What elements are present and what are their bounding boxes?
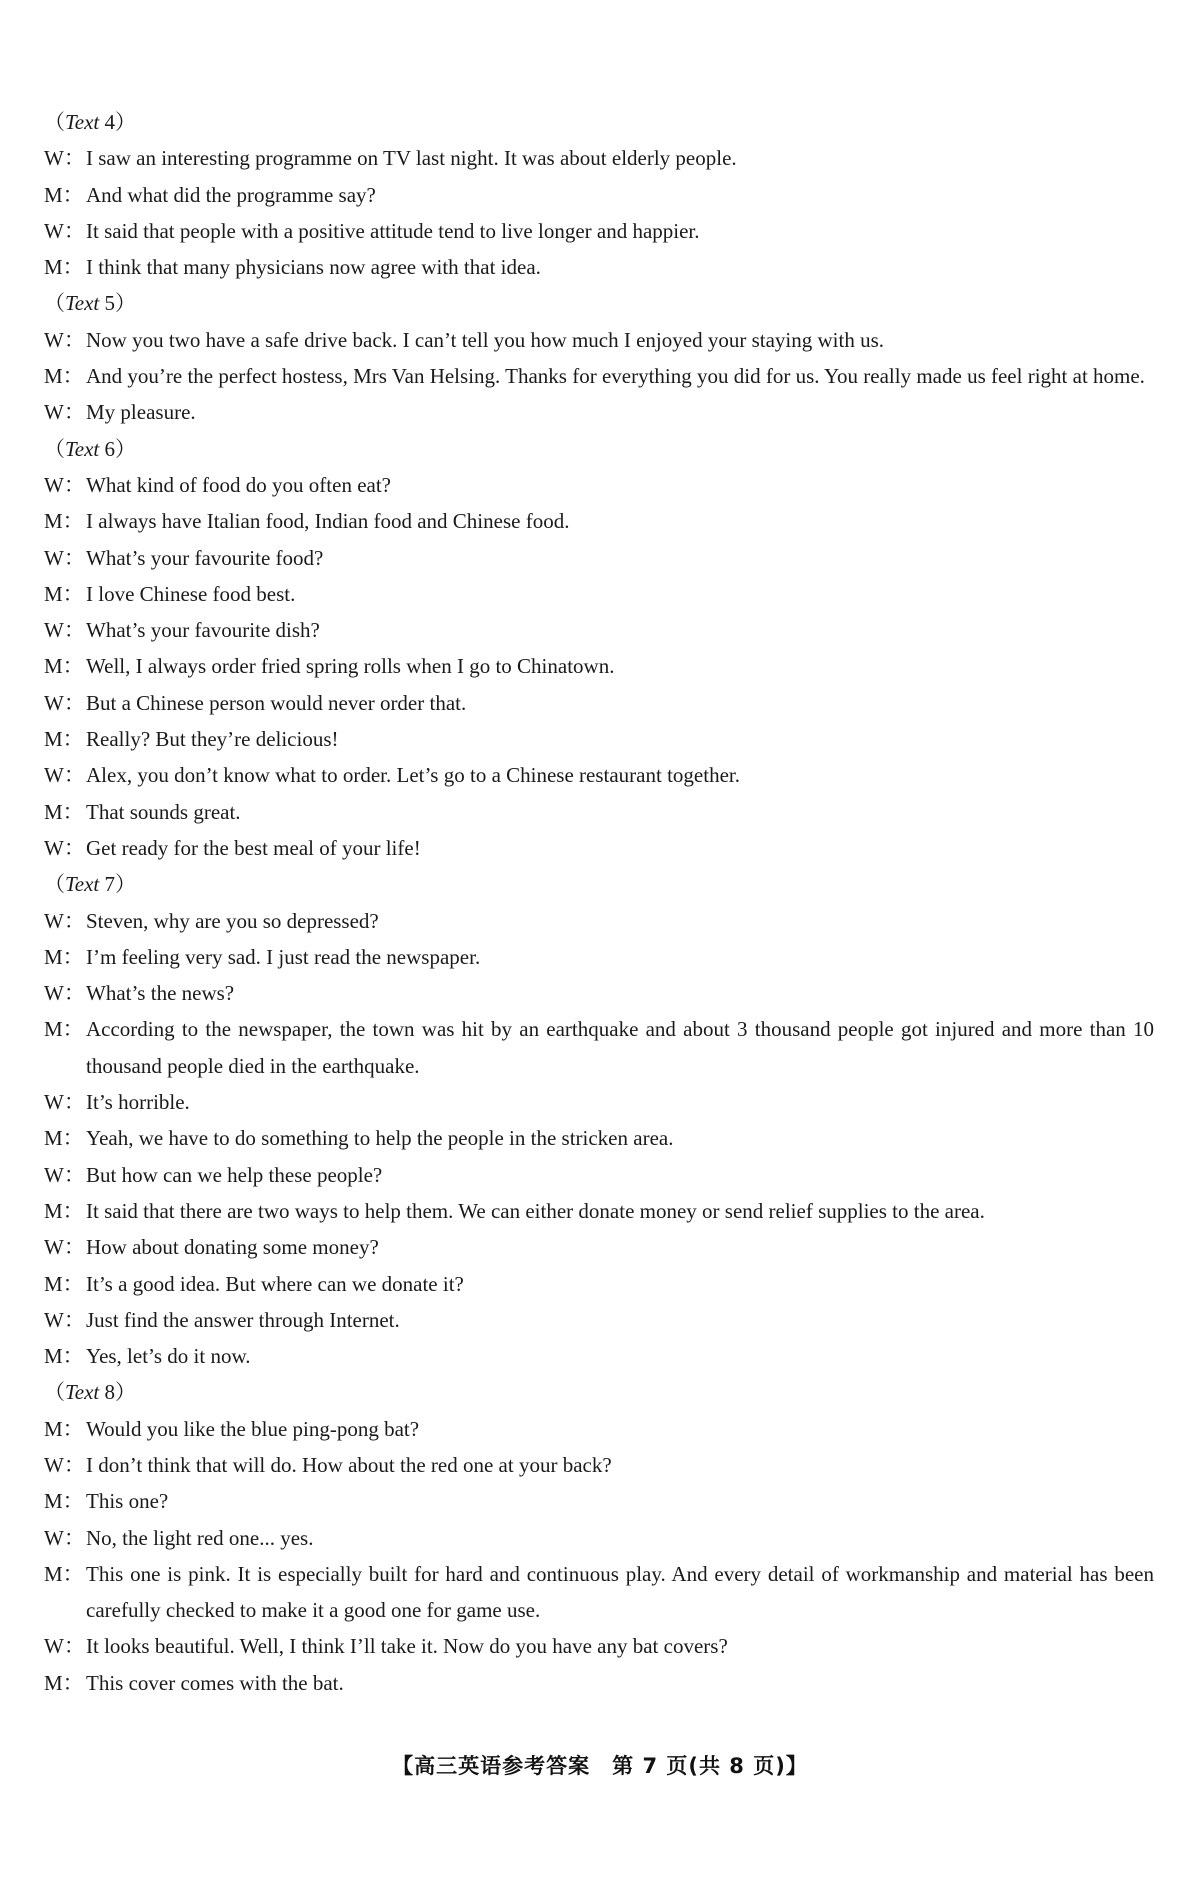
dialogue-line [44,1483,1154,1519]
dialogue-line [44,467,1154,503]
dialogue-line [44,757,1154,793]
dialogue-line [44,213,1154,249]
dialogue-text: And you’re the perfect hostess, Mrs Van Helsing. Thanks for everything you did for us. You really made us feel right at home. [86,364,1145,389]
dialogue-text: It said that people with a positive attitude tend to live longer and happier. [86,218,700,243]
dialogue-text: According to the newspaper, the town was hit by an earthquake and about 3 thousand people got injured and more than 10 thousand people died in the earthquake. [86,1017,1154,1078]
dialogue-line [44,177,1154,213]
dialogue-line [44,794,1154,830]
speaker-label: M： [44,1017,84,1042]
dialogue-text: Alex, you don’t know what to order. Let’s go to a Chinese restaurant together. [86,763,740,788]
speaker-label: W： [44,835,85,860]
speaker-label: W： [44,146,85,171]
dialogue-text: It looks beautiful. Well, I think I’ll take it. Now do you have any bat covers? [86,1634,728,1659]
dialogue-line [44,1011,1154,1084]
dialogue-text: I love Chinese food best. [86,581,296,606]
dialogue-line [44,1665,1154,1701]
dialogue-text: Yeah, we have to do something to help the people in the stricken area. [86,1126,674,1151]
speaker-label: W： [44,908,85,933]
speaker-label: W： [44,1634,85,1659]
dialogue-line [44,1302,1154,1338]
speaker-label: M： [44,255,84,280]
dialogue-line [44,140,1154,176]
speaker-label: W： [44,218,85,243]
speaker-label: W： [44,763,85,788]
dialogue-text: Just find the answer through Internet. [86,1307,400,1332]
dialogue-line [44,1447,1154,1483]
dialogue-line [44,685,1154,721]
speaker-label: W： [44,1307,85,1332]
speaker-label: M： [44,944,84,969]
section-heading: （Text 4） [44,110,136,134]
dialogue-text: It’s horrible. [86,1090,190,1115]
dialogue-line [44,576,1154,612]
speaker-label: W： [44,1452,85,1477]
dialogue-text: Would you like the blue ping-pong bat? [86,1416,420,1441]
dialogue-text: I don’t think that will do. How about the red one at your back? [86,1452,612,1477]
speaker-label: M： [44,799,84,824]
dialogue-text: Steven, why are you so depressed? [86,908,379,933]
speaker-label: M： [44,654,84,679]
dialogue-text: I always have Italian food, Indian food and Chinese food. [86,509,570,534]
dialogue-line [44,939,1154,975]
speaker-label: M： [44,1670,84,1695]
dialogue-text: It said that there are two ways to help them. We can either donate money or send relief supplies to the area. [86,1198,985,1223]
dialogue-text: I think that many physicians now agree with that idea. [86,255,541,280]
dialogue-line [44,1520,1154,1556]
speaker-label: M： [44,1198,84,1223]
speaker-label: W： [44,1235,85,1260]
dialogue-line [44,322,1154,358]
dialogue-text: No, the light red one... yes. [86,1525,314,1550]
dialogue-text: But how can we help these people? [86,1162,383,1187]
section-heading: （Text 5） [44,291,136,316]
dialogue-text: It’s a good idea. But where can we donate it? [86,1271,464,1296]
dialogue-text: Get ready for the best meal of your life! [86,835,421,860]
transcript-body [44,104,1154,1701]
section-heading: （Text 6） [44,436,136,461]
dialogue-text: But a Chinese person would never order that. [86,690,467,715]
speaker-label: W： [44,690,85,715]
dialogue-line [44,830,1154,866]
speaker-label: W： [44,545,85,570]
dialogue-text: That sounds great. [86,799,241,824]
dialogue-line [44,1229,1154,1265]
dialogue-text: Well, I always order fried spring rolls when I go to Chinatown. [86,654,615,679]
speaker-label: M： [44,182,84,207]
speaker-label: M： [44,1344,84,1369]
dialogue-text: What kind of food do you often eat? [86,472,391,497]
dialogue-text: Yes, let’s do it now. [86,1344,251,1369]
speaker-label: M： [44,727,84,752]
speaker-label: M： [44,364,84,389]
dialogue-line [44,1628,1154,1664]
speaker-label: M： [44,1126,84,1151]
speaker-label: W： [44,1090,85,1115]
speaker-label: M： [44,1416,84,1441]
dialogue-text: Now you two have a safe drive back. I can’t tell you how much I enjoyed your staying with us. [86,327,884,352]
speaker-label: W： [44,400,85,425]
section-heading: （Text 8） [44,1380,136,1405]
dialogue-line [44,648,1154,684]
dialogue-line [44,1120,1154,1156]
speaker-label: M： [44,509,84,534]
speaker-label: W： [44,618,85,643]
speaker-label: M： [44,1271,84,1296]
page-footer: 【高三英语参考答案 第 7 页(共 8 页)】 [392,1754,808,1778]
speaker-label: W： [44,472,85,497]
dialogue-line [44,1266,1154,1302]
dialogue-text: I saw an interesting programme on TV last night. It was about elderly people. [86,146,737,171]
dialogue-text: This cover comes with the bat. [86,1670,344,1695]
dialogue-line [44,1193,1154,1229]
dialogue-line [44,1556,1154,1629]
dialogue-text: How about donating some money? [86,1235,379,1260]
dialogue-line [44,1157,1154,1193]
dialogue-text: This one? [86,1489,169,1514]
speaker-label: W： [44,1525,85,1550]
dialogue-text: I’m feeling very sad. I just read the newspaper. [86,944,481,969]
dialogue-text: What’s the news? [86,981,235,1006]
dialogue-text: My pleasure. [86,400,196,425]
dialogue-line [44,358,1154,394]
dialogue-line [44,1411,1154,1447]
speaker-label: W： [44,981,85,1006]
dialogue-line [44,249,1154,285]
dialogue-line [44,540,1154,576]
dialogue-text: What’s your favourite food? [86,545,324,570]
dialogue-line [44,975,1154,1011]
dialogue-text: Really? But they’re delicious! [86,727,339,752]
speaker-label: M： [44,581,84,606]
dialogue-line [44,1084,1154,1120]
section-heading: （Text 7） [44,872,136,897]
dialogue-line [44,903,1154,939]
speaker-label: M： [44,1561,84,1586]
speaker-label: W： [44,327,85,352]
speaker-label: W： [44,1162,85,1187]
dialogue-line [44,394,1154,430]
dialogue-text: What’s your favourite dish? [86,618,320,643]
speaker-label: M： [44,1489,84,1514]
dialogue-line [44,1338,1154,1374]
dialogue-line [44,503,1154,539]
dialogue-line [44,612,1154,648]
dialogue-text: This one is pink. It is especially built for hard and continuous play. And every detail of workmanship and material has been carefully checked to make it a good one for game use. [86,1561,1154,1623]
dialogue-line [44,721,1154,757]
dialogue-text: And what did the programme say? [86,182,376,207]
